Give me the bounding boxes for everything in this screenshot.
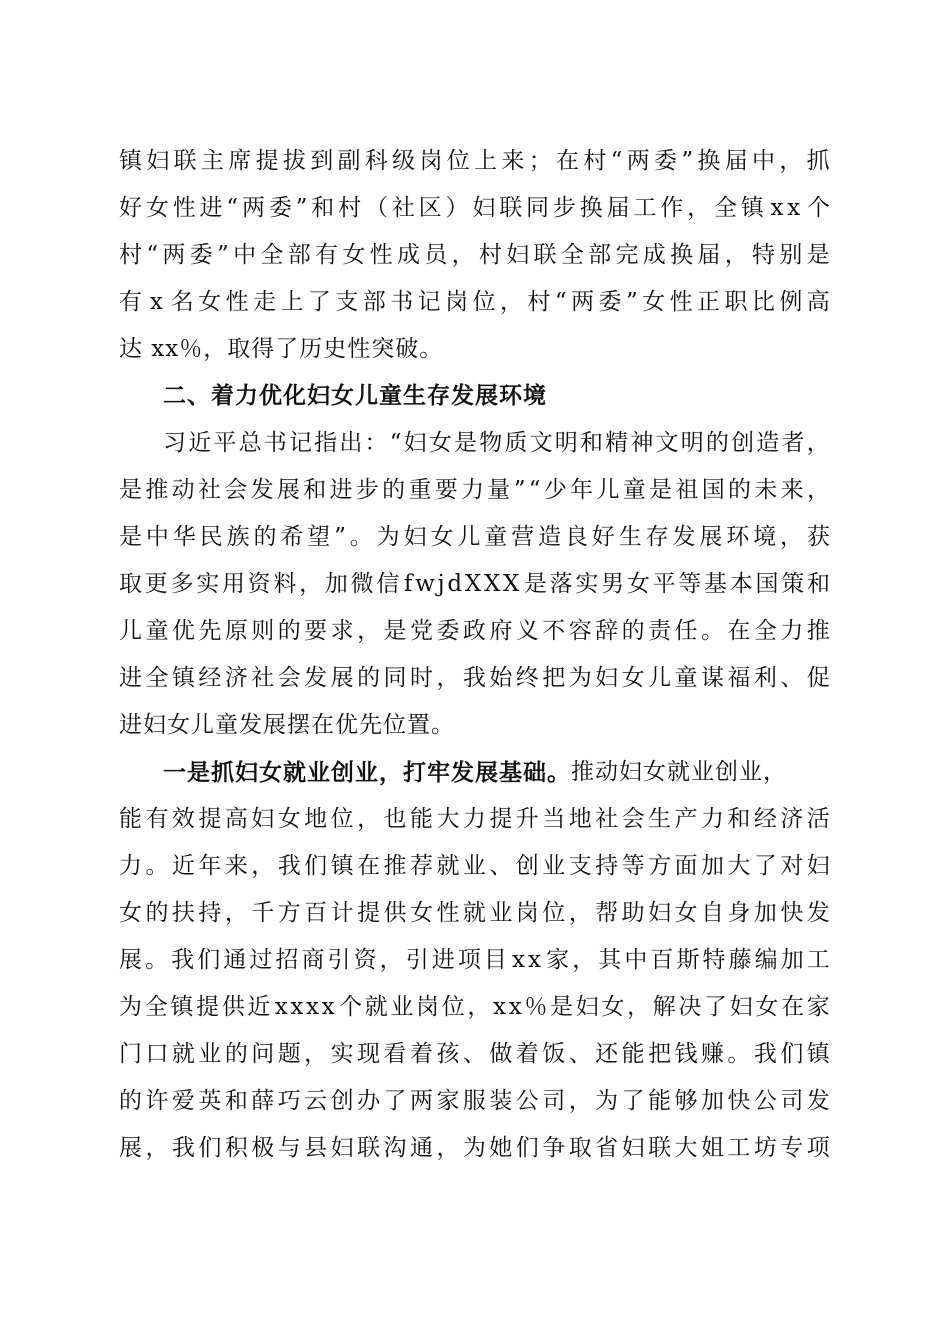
text-line: 是 推 动 社 会 发 展 和 进 步 的 重 要 力 量 ” “ 少 年 儿 童 是 祖 国 的 未 来 ， <box>119 477 831 503</box>
document-body <box>119 138 831 1172</box>
text-line: 展 ， 我 们 积 极 与 县 妇 联 沟 通 ， 为 她 们 争 取 省 妇 联 大 姐 工 坊 专 项 <box>119 1135 831 1161</box>
text-line: 达 xx％，取得了历史性突破。 <box>119 336 444 362</box>
text-line: 进妇女儿童发展摆在优先位置。 <box>119 712 455 738</box>
paragraph-2 <box>119 420 831 749</box>
paragraph-1 <box>119 138 831 373</box>
paragraph-lead: 一是抓妇女就业创业，打牢发展基础。 <box>163 759 571 786</box>
text-line: 展 。 我 们 通 过 招 商 引 资 ， 引 进 项 目 x x 家 ， 其 中 百 斯 特 藤 编 加 工 <box>119 947 831 973</box>
text-line: 力 。 近 年 来 ， 我 们 镇 在 推 荐 就 业 、 创 业 支 持 等 方 面 加 大 了 对 妇 <box>119 853 831 879</box>
section-heading: 二、着力优化妇女儿童生存发展环境 <box>163 383 547 409</box>
text-line: 进 全 镇 经 济 社 会 发 展 的 同 时 ， 我 始 终 把 为 妇 女 儿 童 谋 福 利 、 促 <box>119 665 831 691</box>
text-line: 好 女 性 进 “ 两 委 ” 和 村 （ 社 区 ） 妇 联 同 步 换 届 工 作 ， 全 镇 x x 个 <box>119 195 831 221</box>
text-line: 习 近 平 总 书 记 指 出 ： “ 妇 女 是 物 质 文 明 和 精 神 文 明 的 创 造 者 ， <box>163 430 831 456</box>
text-line: 有 x 名 女 性 走 上 了 支 部 书 记 岗 位 ， 村 “ 两 委 ” 女 性 正 职 比 例 高 <box>119 289 831 315</box>
text-line: 的 许 爱 英 和 薛 巧 云 创 办 了 两 家 服 装 公 司 ， 为 了 能 够 加 快 公 司 发 <box>119 1088 831 1114</box>
text-line: 门 口 就 业 的 问 题 ， 实 现 看 着 孩 、 做 着 饭 、 还 能 把 钱 赚 。 我 们 镇 <box>119 1041 831 1067</box>
text-line: 村 “ 两 委 ” 中 全 部 有 女 性 成 员 ， 村 妇 联 全 部 完 成 换 届 ， 特 别 是 <box>119 242 831 268</box>
paragraph-3 <box>119 749 831 1172</box>
text-line: 为 全 镇 提 供 近 x x x x 个 就 业 岗 位 ， x x ％ 是 妇 女 ， 解 决 了 妇 女 在 家 <box>119 994 831 1020</box>
text-line: 是 中 华 民 族 的 希 望 ” 。 为 妇 女 儿 童 营 造 良 好 生 存 发 展 环 境 ， 获 <box>119 524 831 550</box>
text-line: 女 的 扶 持 ， 千 方 百 计 提 供 女 性 就 业 岗 位 ， 帮 助 妇 女 自 身 加 快 发 <box>119 900 831 926</box>
text-line: 一是抓妇女就业创业，打牢发展基础。 推动妇女就业创业， <box>119 749 831 796</box>
text-line: 取 更 多 实 用 资 料 ， 加 微 信 f w j d X X X 是 落 实 男 女 平 等 基 本 国 策 和 <box>119 571 831 597</box>
text-line: 儿 童 优 先 原 则 的 要 求 ， 是 党 委 政 府 义 不 容 辞 的 责 任 。 在 全 力 推 <box>119 618 831 644</box>
text-line: 镇 妇 联 主 席 提 拔 到 副 科 级 岗 位 上 来 ； 在 村 “ 两 委 ” 换 届 中 ， 抓 <box>119 148 831 174</box>
text-line: 能 有 效 提 高 妇 女 地 位 ， 也 能 大 力 提 升 当 地 社 会 生 产 力 和 经 济 活 <box>119 806 831 832</box>
